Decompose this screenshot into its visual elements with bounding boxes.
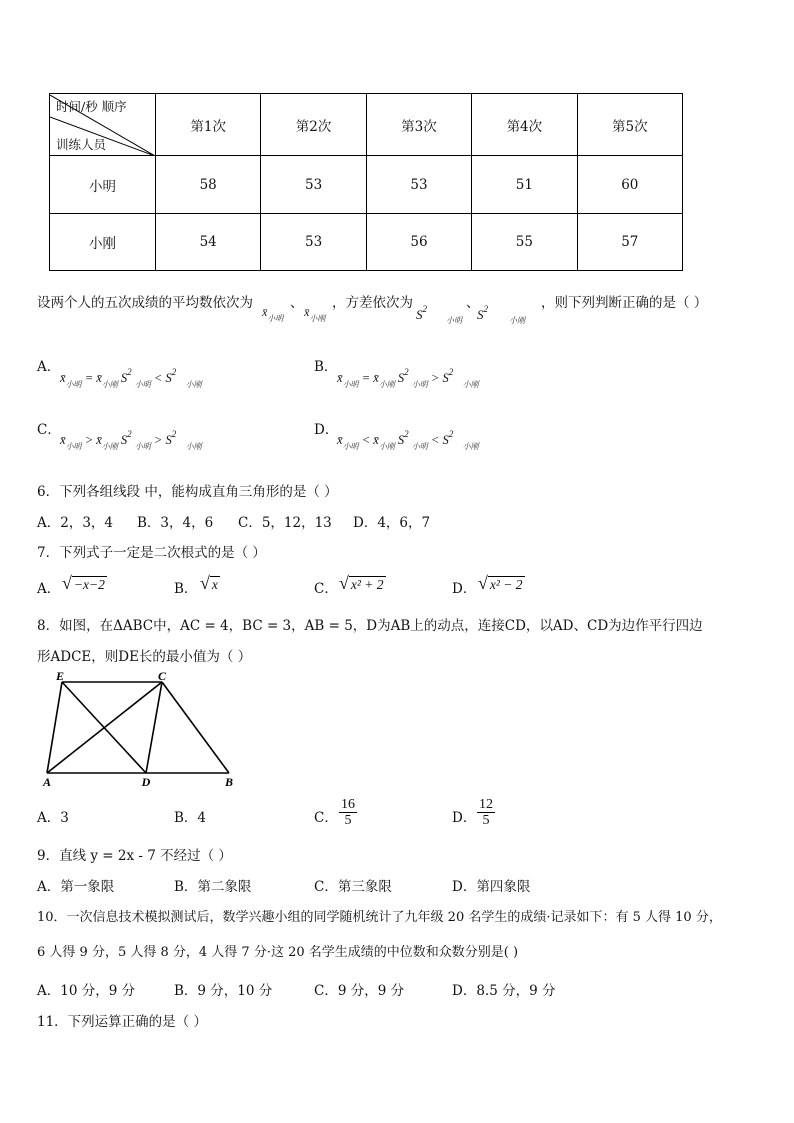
- corner-bottom-label: 训练人员: [56, 136, 107, 152]
- q7-option-a-label: A．: [37, 581, 61, 597]
- q5-option-b-label: B．: [314, 359, 338, 375]
- q10-stem-line2: 6 人得 9 分，5 人得 8 分，4 人得 7 分·这 20 名学生成绩的中位数和众数分别是( ): [37, 945, 519, 960]
- point-label-e: E: [55, 672, 65, 683]
- segment-cd: [146, 682, 162, 773]
- q5-stem-part1: 设两个人的五次成绩的平均数依次为: [37, 295, 253, 311]
- q8-option-c-label: C．: [314, 810, 338, 826]
- corner-top-label: 时间/秒 顺序: [56, 98, 127, 114]
- table-cell: 53: [261, 214, 366, 271]
- q9-stem: 9．直线 y = 2x - 7 不经过（ ）: [37, 848, 232, 864]
- point-label-c: C: [157, 672, 167, 683]
- q5-option-d-label: D．: [314, 422, 339, 438]
- table-header-row: [50, 94, 683, 156]
- q5-sep-1: 、: [290, 295, 304, 311]
- q7-option-c-radical: √ x² + 2: [339, 573, 384, 593]
- table-cell: 56: [366, 214, 471, 271]
- table-header-cell: 第5次: [577, 94, 682, 156]
- table-row: [50, 156, 683, 214]
- segment-ac: [47, 682, 162, 773]
- q5-option-b-expr: $x̄_{小明}$ = $x̄_{小刚}$ $S^2$ $_{小明} > S^2$ $_{小刚}$: [337, 367, 479, 389]
- segment-cb: [162, 682, 229, 773]
- q5-option-d-expr: $x̄_{小明}$ < $x̄_{小刚}$ $S^2$ $_{小明} < S^2$ $_{小刚}$: [337, 429, 479, 451]
- q8-option-b: B．4: [174, 810, 207, 826]
- q7-option-d-radical: √ x² − 2: [478, 573, 523, 593]
- q8-option-d-fraction: $\frac{12}{5}$: [479, 797, 493, 828]
- q8-option-d-label: D．: [452, 810, 477, 826]
- point-label-b: B: [224, 775, 234, 789]
- q7-option-a-radical: √ −x−2: [62, 573, 105, 593]
- table-corner-cell: [50, 94, 156, 156]
- table-header-cell: 第1次: [156, 94, 261, 156]
- q10-option-d: D．8.5 分，9 分: [452, 983, 556, 999]
- q5-mean-gang: $x̄_{小刚}$: [304, 305, 326, 323]
- q5-var-gang: $S^2$: [477, 304, 488, 322]
- parallelogram-figure: [38, 672, 238, 790]
- q10-option-a: A．10 分，9 分: [37, 983, 136, 999]
- q9-option-b: B．第二象限: [174, 879, 252, 895]
- q7-option-c-label: C．: [314, 581, 338, 597]
- q7-stem: 7．下列式子一定是二次根式的是（ ）: [37, 545, 266, 561]
- row-name-cell: 小明: [50, 156, 156, 214]
- table-header-cell: 第2次: [261, 94, 366, 156]
- q7-option-b-label: B．: [174, 581, 198, 597]
- q9-option-d: D．第四象限: [452, 879, 531, 895]
- table-cell: 55: [472, 214, 577, 271]
- q10-stem-line1: 10．一次信息技术模拟测试后，数学兴趣小组的同学随机统计了九年级 20 名学生的成绩·记录如下：有 5 人得 10 分，: [37, 910, 722, 925]
- q5-mean-ming: $x̄_{小明}$: [262, 305, 284, 323]
- table-cell: 58: [156, 156, 261, 214]
- q8-option-a: A．3: [37, 810, 69, 826]
- table-header-cell: 第3次: [366, 94, 471, 156]
- table-header-cell: 第4次: [472, 94, 577, 156]
- q5-option-a-expr: $x̄_{小明}$ = $x̄_{小刚}$ $S^2$ $_{小明} < S^2$ $_{小刚}$: [60, 367, 202, 389]
- table-cell: 60: [577, 156, 682, 214]
- q6-option-d: D．4，6，7: [353, 515, 431, 531]
- q5-var-gang-sub: 小刚: [509, 316, 525, 325]
- score-table: [49, 93, 683, 271]
- q6-option-b: B．3，4，6: [137, 515, 214, 531]
- q9-option-c: C．第三象限: [314, 879, 392, 895]
- table-cell: 57: [577, 214, 682, 271]
- q8-stem-line1: 8．如图，在ΔABC中，AC = 4，BC = 3，AB = 5，D为AB上的动点，连接CD，以AD、CD为边作平行四边: [37, 618, 703, 634]
- table-cell: 51: [472, 156, 577, 214]
- q7-option-b-radical: √ x: [200, 573, 218, 593]
- table-cell: 54: [156, 214, 261, 271]
- q10-option-b: B．9 分，10 分: [174, 983, 273, 999]
- segment-ea: [47, 682, 62, 773]
- table-cell: 53: [366, 156, 471, 214]
- q5-sep-2: 、: [466, 295, 480, 311]
- table-row: [50, 214, 683, 271]
- q8-option-c-fraction: $\frac{16}{5}$: [341, 797, 355, 828]
- q5-var-ming: $S^2$: [416, 304, 427, 322]
- point-label-d: D: [141, 775, 151, 789]
- q5-option-c-label: C．: [37, 422, 61, 438]
- q6-option-a: A．2，3，4: [37, 515, 114, 531]
- row-name-cell: 小刚: [50, 214, 156, 271]
- q7-option-d-label: D．: [452, 581, 477, 597]
- q6-option-c: C．5，12，13: [238, 515, 332, 531]
- point-label-a: A: [42, 775, 52, 789]
- q5-stem-part3: ，则下列判断正确的是（ ）: [541, 295, 708, 311]
- q5-stem-part2: ，方差依次为: [332, 295, 413, 311]
- q6-stem: 6．下列各组线段 中，能构成直角三角形的是（ ）: [37, 484, 338, 500]
- q5-var-ming-sub: 小明: [446, 316, 462, 325]
- q9-option-a: A．第一象限: [37, 879, 115, 895]
- q8-stem-line2: 形ADCE，则DE长的最小值为（ ）: [37, 649, 252, 665]
- q5-option-c-expr: $x̄_{小明}$ > $x̄_{小刚}$ $S^2$ $_{小明} > S^2$ $_{小刚}$: [60, 429, 202, 451]
- q11-stem: 11．下列运算正确的是（ ）: [37, 1014, 207, 1030]
- q10-option-c: C．9 分，9 分: [314, 983, 405, 999]
- q5-option-a-label: A．: [37, 359, 61, 375]
- table-cell: 53: [261, 156, 366, 214]
